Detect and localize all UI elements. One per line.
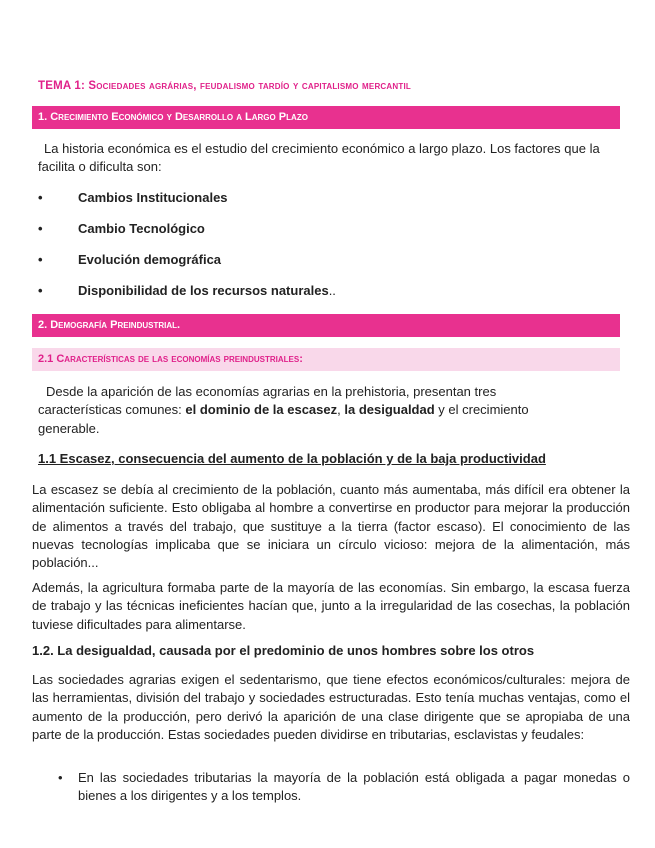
subheading-1-1: 1.1 Escasez, consecuencia del aumento de la población y de la baja productividad (38, 451, 546, 466)
section-header-2-1: 2.1 Características de las economías preindustriales: (32, 348, 620, 371)
factor-label: Evolución demográfica (78, 252, 222, 267)
bullet-icon: • (38, 252, 43, 267)
paragraph-2-1-bold-1: el dominio de la escasez (185, 402, 338, 418)
factor-label: Cambios Institucionales (78, 190, 228, 205)
factor-item (38, 282, 336, 300)
paragraph-1-1-b: Además, la agricultura formaba parte de la mayoría de las economías. Sin embargo, la escasa fuerza de trabajo y las técnicas ineficientes hacían que, junto a la irregularidad de las cosechas, la población tuviese dificultades para alimentarse. (32, 580, 630, 632)
intro-paragraph: La historia económica es el estudio del crecimiento económico a largo plazo. Los factores que la facilita o dificulta son: (38, 141, 600, 175)
document-title: TEMA 1: Sociedades agrárias, feudalismo tardío y capitalismo mercantil (38, 80, 411, 92)
factor-item (38, 220, 205, 238)
section-header-1: 1. Crecimiento Económico y Desarrollo a Largo Plazo (32, 106, 620, 129)
paragraph-2-1-tail: y el crecimiento generable. (38, 402, 529, 436)
paragraph-1-2: Las sociedades agrarias exigen el sedentarismo, que tiene efectos económicos/culturales: mejora de las herramientas, división del trabajo y sociedades estructuradas. Esto tenía muchas ventajas, como el aumento de la producción, pero derivó la aparición de una clase dirigente que se apropiaba de una parte de la producción. Estas sociedades pueden dividirse en tributarias, esclavistas y feudales: (32, 672, 630, 742)
subheading-1-2: 1.2. La desigualdad, causada por el predominio de unos hombres sobre los otros (32, 643, 535, 658)
paragraph-2-1-lead: Desde la aparición de las economías agrarias en la prehistoria, presentan tres características comunes: (38, 384, 497, 418)
bullet-icon: • (38, 190, 43, 205)
factor-trailing-dots: .. (328, 283, 336, 298)
paragraph-2-1-bold-2: la desigualdad (344, 402, 435, 418)
bullet-icon: • (38, 283, 43, 298)
factor-item (38, 189, 228, 207)
list-item (58, 769, 630, 806)
section-header-2: 2. Demografía Preindustrial. (32, 314, 620, 337)
list-item-text: En las sociedades tributarias la mayoría de la población está obligada a pagar monedas o bienes a los dirigentes y a los templos. (78, 770, 630, 804)
factor-label: Cambio Tecnológico (78, 221, 205, 236)
factor-label: Disponibilidad de los recursos naturales (78, 283, 329, 298)
bullet-icon: • (38, 221, 43, 236)
paragraph-2-1 (38, 383, 578, 438)
paragraph-2-1-sep: , (337, 402, 345, 418)
paragraph-1-1-a: La escasez se debía al crecimiento de la población, cuanto más aumentaba, más difícil era obtener la alimentación suficiente. Esto obligaba al hombre a convertirse en productor para mejorar la producción de alimentos a través del trabajo, que sustituye a la tierra (factor escaso). El conocimiento de las nuevas tecnologías implicaba que se iniciara un círculo vicioso: mejora de la alimentación, más población... (32, 482, 630, 571)
bullet-icon: • (58, 770, 63, 785)
factor-item (38, 251, 221, 269)
